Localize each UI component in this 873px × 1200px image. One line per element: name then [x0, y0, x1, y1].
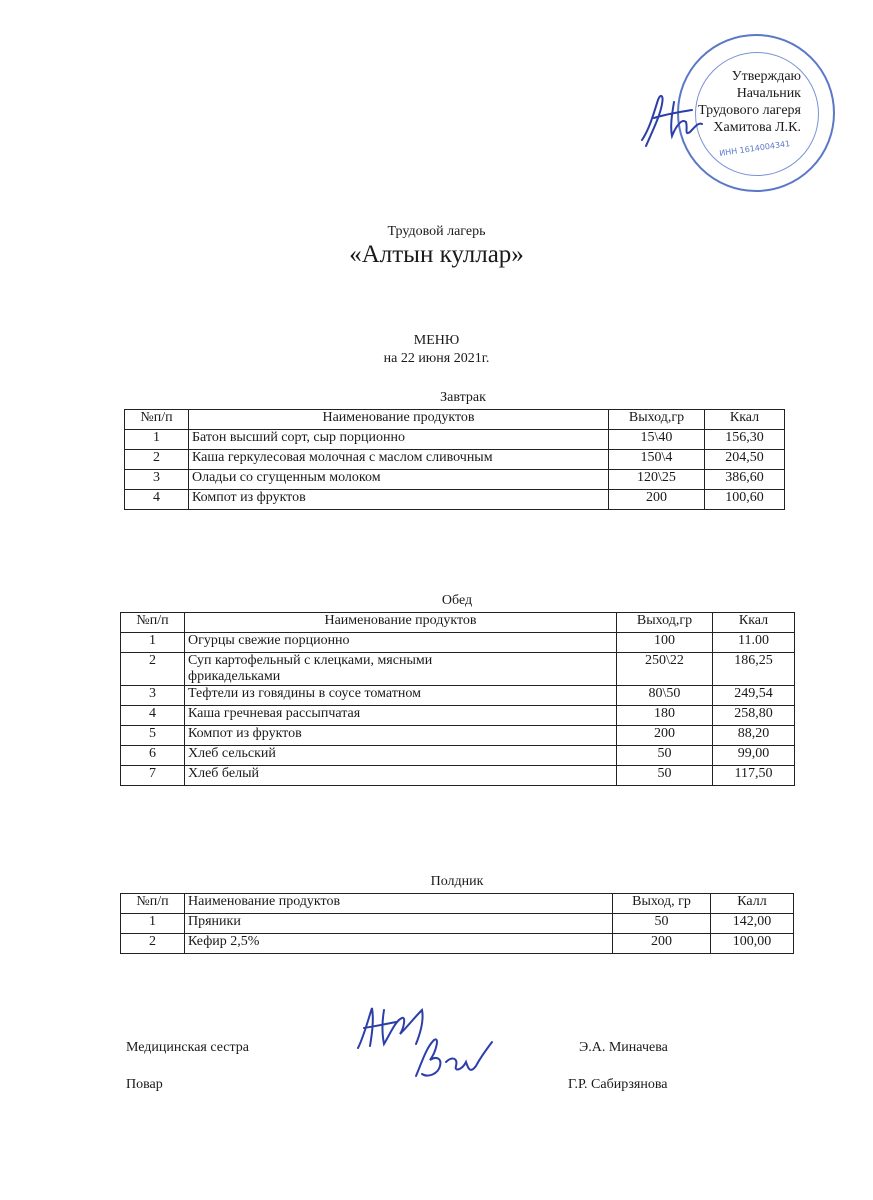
col-header: Калл — [711, 894, 794, 914]
table-row — [125, 490, 785, 510]
col-header: №п/п — [121, 894, 185, 914]
col-header: №п/п — [121, 613, 185, 633]
lunch-table — [120, 612, 795, 786]
col-header: Ккал — [705, 410, 785, 430]
col-header: Наименование продуктов — [189, 410, 609, 430]
calories: 99,00 — [713, 746, 795, 766]
calories: 386,60 — [705, 470, 785, 490]
row-number: 7 — [121, 766, 185, 786]
row-number: 6 — [121, 746, 185, 766]
seal-inn: ИНН 1614004341 — [718, 139, 791, 158]
camp-name: «Алтын куллар» — [349, 241, 524, 268]
portion-weight: 50 — [617, 766, 713, 786]
table-row — [125, 470, 785, 490]
snack-title: Полдник — [430, 874, 484, 889]
product-name: Хлеб сельский — [185, 746, 617, 766]
nurse-role: Медицинская сестра — [126, 1040, 250, 1055]
product-name: Огурцы свежие порционно — [185, 633, 617, 653]
col-header: №п/п — [125, 410, 189, 430]
product-name: Тефтели из говядины в соусе томатном — [185, 686, 617, 706]
lunch-title: Обед — [441, 593, 473, 608]
breakfast-table — [124, 409, 785, 510]
col-header: Наименование продуктов — [185, 894, 613, 914]
row-number: 2 — [121, 934, 185, 954]
col-header: Выход, гр — [613, 894, 711, 914]
product-name: Компот из фруктов — [189, 490, 609, 510]
table-row — [121, 653, 795, 686]
nurse-name: Э.А. Миначева — [579, 1040, 668, 1055]
portion-weight: 180 — [617, 706, 713, 726]
cook-name: Г.Р. Сабирзянова — [568, 1077, 668, 1092]
product-name: Пряники — [185, 914, 613, 934]
portion-weight: 50 — [617, 746, 713, 766]
table-row — [121, 633, 795, 653]
calories: 186,25 — [713, 653, 795, 686]
approval-line: Начальник — [736, 86, 801, 101]
product-name: Компот из фруктов — [185, 726, 617, 746]
menu-date: на 22 июня 2021г. — [383, 351, 490, 366]
calories: 142,00 — [711, 914, 794, 934]
table-row — [121, 746, 795, 766]
col-header: Ккал — [713, 613, 795, 633]
calories: 100,60 — [705, 490, 785, 510]
table-header-row — [121, 894, 794, 914]
table-header-row — [125, 410, 785, 430]
approval-line: Трудового лагеря — [698, 103, 801, 118]
row-number: 5 — [121, 726, 185, 746]
row-number: 2 — [125, 450, 189, 470]
table-row — [121, 766, 795, 786]
cook-signature — [406, 1032, 498, 1088]
approval-line: Утверждаю — [731, 69, 801, 84]
portion-weight: 200 — [609, 490, 705, 510]
row-number: 4 — [121, 706, 185, 726]
calories: 249,54 — [713, 686, 795, 706]
camp-label: Трудовой лагерь — [387, 224, 486, 239]
row-number: 2 — [121, 653, 185, 686]
table-row — [121, 914, 794, 934]
row-number: 1 — [121, 914, 185, 934]
table-row — [125, 430, 785, 450]
col-header: Выход,гр — [609, 410, 705, 430]
calories: 204,50 — [705, 450, 785, 470]
product-name: Суп картофельный с клецками, мясными фрикадельками — [185, 653, 617, 686]
portion-weight: 120\25 — [609, 470, 705, 490]
col-header: Выход,гр — [617, 613, 713, 633]
calories: 88,20 — [713, 726, 795, 746]
cook-role: Повар — [126, 1077, 163, 1092]
product-name: Батон высший сорт, сыр порционно — [189, 430, 609, 450]
table-row — [121, 706, 795, 726]
portion-weight: 250\22 — [617, 653, 713, 686]
calories: 258,80 — [713, 706, 795, 726]
row-number: 1 — [125, 430, 189, 450]
calories: 100,00 — [711, 934, 794, 954]
product-name: Оладьи со сгущенным молоком — [189, 470, 609, 490]
portion-weight: 200 — [613, 934, 711, 954]
table-row — [121, 726, 795, 746]
table-row — [125, 450, 785, 470]
snack-table — [120, 893, 794, 954]
calories: 11.00 — [713, 633, 795, 653]
table-header-row — [121, 613, 795, 633]
approval-block — [698, 68, 801, 136]
portion-weight: 200 — [617, 726, 713, 746]
portion-weight: 15\40 — [609, 430, 705, 450]
calories: 117,50 — [713, 766, 795, 786]
row-number: 4 — [125, 490, 189, 510]
approval-line: Хамитова Л.К. — [713, 120, 801, 135]
row-number: 3 — [121, 686, 185, 706]
row-number: 1 — [121, 633, 185, 653]
portion-weight: 100 — [617, 633, 713, 653]
product-name: Хлеб белый — [185, 766, 617, 786]
portion-weight: 50 — [613, 914, 711, 934]
portion-weight: 80\50 — [617, 686, 713, 706]
product-name: Каша гречневая рассыпчатая — [185, 706, 617, 726]
menu-title: МЕНЮ — [413, 333, 460, 348]
calories: 156,30 — [705, 430, 785, 450]
table-row — [121, 934, 794, 954]
breakfast-title: Завтрак — [440, 390, 486, 405]
row-number: 3 — [125, 470, 189, 490]
table-row — [121, 686, 795, 706]
col-header: Наименование продуктов — [185, 613, 617, 633]
portion-weight: 150\4 — [609, 450, 705, 470]
product-name: Каша геркулесовая молочная с маслом сливочным — [189, 450, 609, 470]
product-name: Кефир 2,5% — [185, 934, 613, 954]
